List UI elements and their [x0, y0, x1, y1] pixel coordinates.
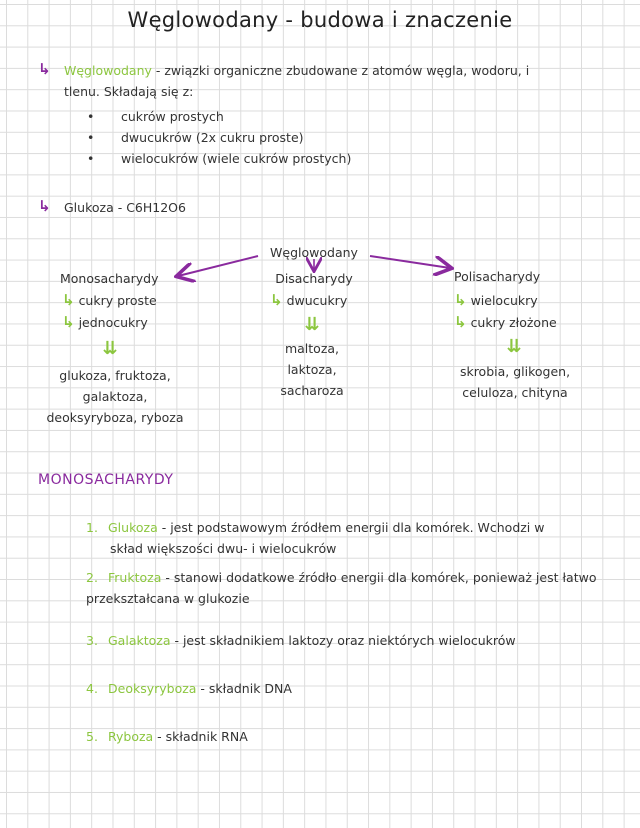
di-examples: maltoza, laktoza, sacharoza [280, 341, 344, 398]
list-item: • wielocukrów (wiele cukrów prostych) [87, 148, 351, 169]
di-title: Disacharydy [275, 271, 353, 286]
arrow-icon: ↳ [62, 291, 75, 309]
list-item: 2. Fruktoza - stanowi dodatkowe źródło energii dla komórek, ponieważ jest łatwo [86, 570, 597, 585]
glucose-label: Glukoza - C6H12O6 [64, 200, 186, 215]
section-heading: MONOSACHARYDY [38, 472, 174, 488]
intro-line2: tlenu. Składają się z: [64, 84, 194, 99]
di-item: ↳ dwucukry [270, 291, 348, 309]
list-item: • cukrów prostych [87, 106, 351, 127]
list-item: 5. Ryboza - składnik RNA [86, 729, 248, 744]
intro-term: Węglowodany [64, 63, 152, 78]
arrow-icon: ↳ [62, 313, 75, 331]
poli-examples: skrobia, glikogen, celuloza, chityna [459, 364, 571, 400]
list-item: 1. Glukoza - jest podstawowym źródłem energii dla komórek. Wchodzi w [86, 520, 545, 535]
intro-line1-text: - związki organiczne zbudowane z atomów węgla, wodoru, i [151, 63, 530, 78]
diagram-root: Węglowodany [270, 245, 358, 260]
mono-item: ↳ cukry proste [62, 291, 157, 309]
list-item: 3. Galaktoza - jest składnikiem laktozy oraz niektórych wielocukrów [86, 633, 516, 648]
page-title: Węglowodany - budowa i znaczenie [127, 8, 513, 32]
double-down-arrow-icon: ⇊ [304, 314, 320, 335]
list-item-continuation: skład większości dwu- i wielocukrów [110, 541, 337, 556]
list-item: • dwucukrów (2x cukru proste) [87, 127, 351, 148]
list-item-continuation: przekształcana w glukozie [86, 591, 250, 606]
list-item: 4. Deoksyryboza - składnik DNA [86, 681, 292, 696]
double-down-arrow-icon: ⇊ [102, 338, 118, 359]
arrow-icon: ↳ [454, 291, 467, 309]
poli-item: ↳ cukry złożone [454, 313, 557, 331]
mono-title: Monosacharydy [60, 271, 159, 286]
poli-title: Polisacharydy [454, 269, 541, 284]
double-down-arrow-icon: ⇊ [506, 336, 522, 357]
arrow-icon: ↳ [270, 291, 283, 309]
intro-arrow-icon: ↳ [38, 60, 51, 78]
glucose-arrow-icon: ↳ [38, 197, 51, 215]
poli-item: ↳ wielocukry [454, 291, 538, 309]
arrow-icon: ↳ [454, 313, 467, 331]
mono-examples: glukoza, fruktoza, galaktoza, deoksyryboza, ryboza [46, 368, 184, 425]
mono-item: ↳ jednocukry [62, 313, 148, 331]
